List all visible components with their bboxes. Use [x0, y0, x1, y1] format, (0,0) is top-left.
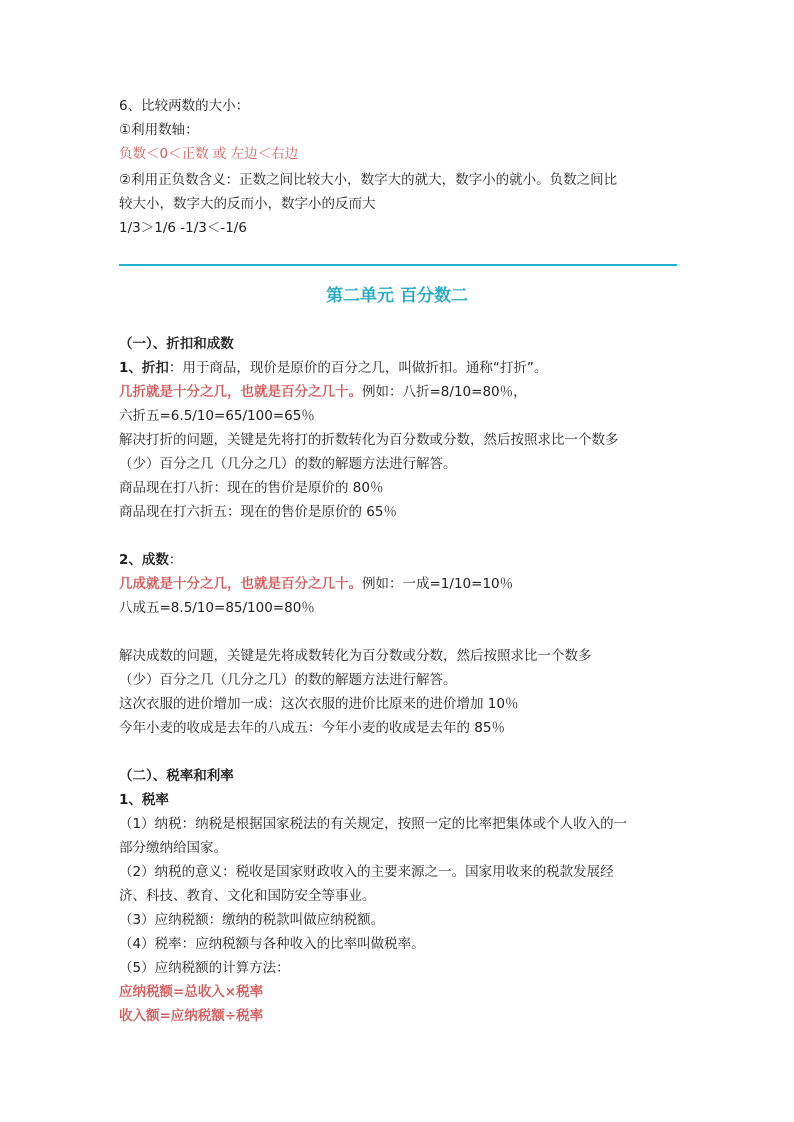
- percentage-example-2: 八成五=8.5/10=85/100=80％: [119, 600, 315, 616]
- discount-label: 1、折扣: [119, 360, 169, 376]
- percentage-rule-line: [119, 574, 513, 594]
- percentage-label: 2、成数: [119, 552, 169, 568]
- number-line-rule: 负数＜0＜正数 或 左边＜右边: [119, 146, 299, 162]
- sign-meaning-method-line2: 较大小，数字大的反而小，数字小的反而大: [119, 196, 376, 212]
- discount-case-1: 商品现在打八折：现在的售价是原价的 80％: [119, 480, 384, 496]
- percentage-colon: ：: [168, 552, 183, 568]
- section-divider: [119, 264, 677, 266]
- percentage-case-1: 这次衣服的进价增加一成：这次衣服的进价比原来的进价增加 10％: [119, 696, 519, 712]
- discount-example: 例如：八折=8/10=80％，: [362, 384, 527, 400]
- section-heading-discount: （一）、折扣和成数: [119, 336, 234, 352]
- discount-rule-line: [119, 382, 527, 402]
- tax-item-1-line2: 部分缴纳给国家。: [119, 840, 227, 856]
- tax-item-4: （4）税率：应纳税额与各种收入的比率叫做税率。: [119, 936, 425, 952]
- unit-title: 第二单元 百分数二: [326, 286, 468, 306]
- section-heading-tax: （二）、税率和利率: [119, 768, 234, 784]
- tax-item-1-line1: （1）纳税：纳税是根据国家税法的有关规定，按照一定的比率把集体或个人收入的一: [119, 816, 628, 832]
- discount-case-2: 商品现在打六折五：现在的售价是原价的 65％: [119, 504, 397, 520]
- tax-item-2-line1: （2）纳税的意义：税收是国家财政收入的主要来源之一。国家用收来的税款发展经: [119, 864, 614, 880]
- number-line-method: ①利用数轴：: [119, 122, 199, 138]
- discount-solve-line2: （少）百分之几（几分之几）的数的解题方法进行解答。: [119, 456, 457, 472]
- compare-heading: 6、比较两数的大小：: [119, 98, 250, 114]
- tax-item-3: （3）应纳税额：缴纳的税款叫做应纳税额。: [119, 912, 385, 928]
- compare-example: 1/3＞1/6 -1/3＜-1/6: [119, 220, 247, 236]
- discount-rule: 几折就是十分之几，也就是百分之几十。: [119, 384, 362, 400]
- discount-definition: [119, 358, 547, 378]
- discount-example-2: 六折五=6.5/10=65/100=65％: [119, 408, 315, 424]
- percentage-example: 例如：一成=1/10=10％: [362, 576, 514, 592]
- tax-formula-1: 应纳税额=总收入×税率: [119, 984, 264, 1000]
- discount-solve-line1: 解决打折的问题，关键是先将打的折数转化为百分数或分数，然后按照求比一个数多: [119, 432, 619, 448]
- percentage-solve-line1: 解决成数的问题，关键是先将成数转化为百分数或分数，然后按照求比一个数多: [119, 648, 592, 664]
- tax-formula-2: 收入额=应纳税额÷税率: [119, 1008, 264, 1024]
- sign-meaning-method-line1: ②利用正负数含义：正数之间比较大小，数字大的就大，数字小的就小。负数之间比: [119, 172, 618, 188]
- percentage-case-2: 今年小麦的收成是去年的八成五：今年小麦的收成是去年的 85％: [119, 720, 505, 736]
- percentage-heading: [119, 550, 182, 570]
- discount-definition-text: ：用于商品，现价是原价的百分之几，叫做折扣。通称“打折”。: [168, 360, 548, 376]
- percentage-rule: 几成就是十分之几，也就是百分之几十。: [119, 576, 362, 592]
- percentage-solve-line2: （少）百分之几（几分之几）的数的解题方法进行解答。: [119, 672, 457, 688]
- tax-rate-subheading: 1、税率: [119, 792, 169, 808]
- tax-item-5: （5）应纳税额的计算方法：: [119, 960, 290, 976]
- tax-item-2-line2: 济、科技、教育、文化和国防安全等事业。: [119, 888, 376, 904]
